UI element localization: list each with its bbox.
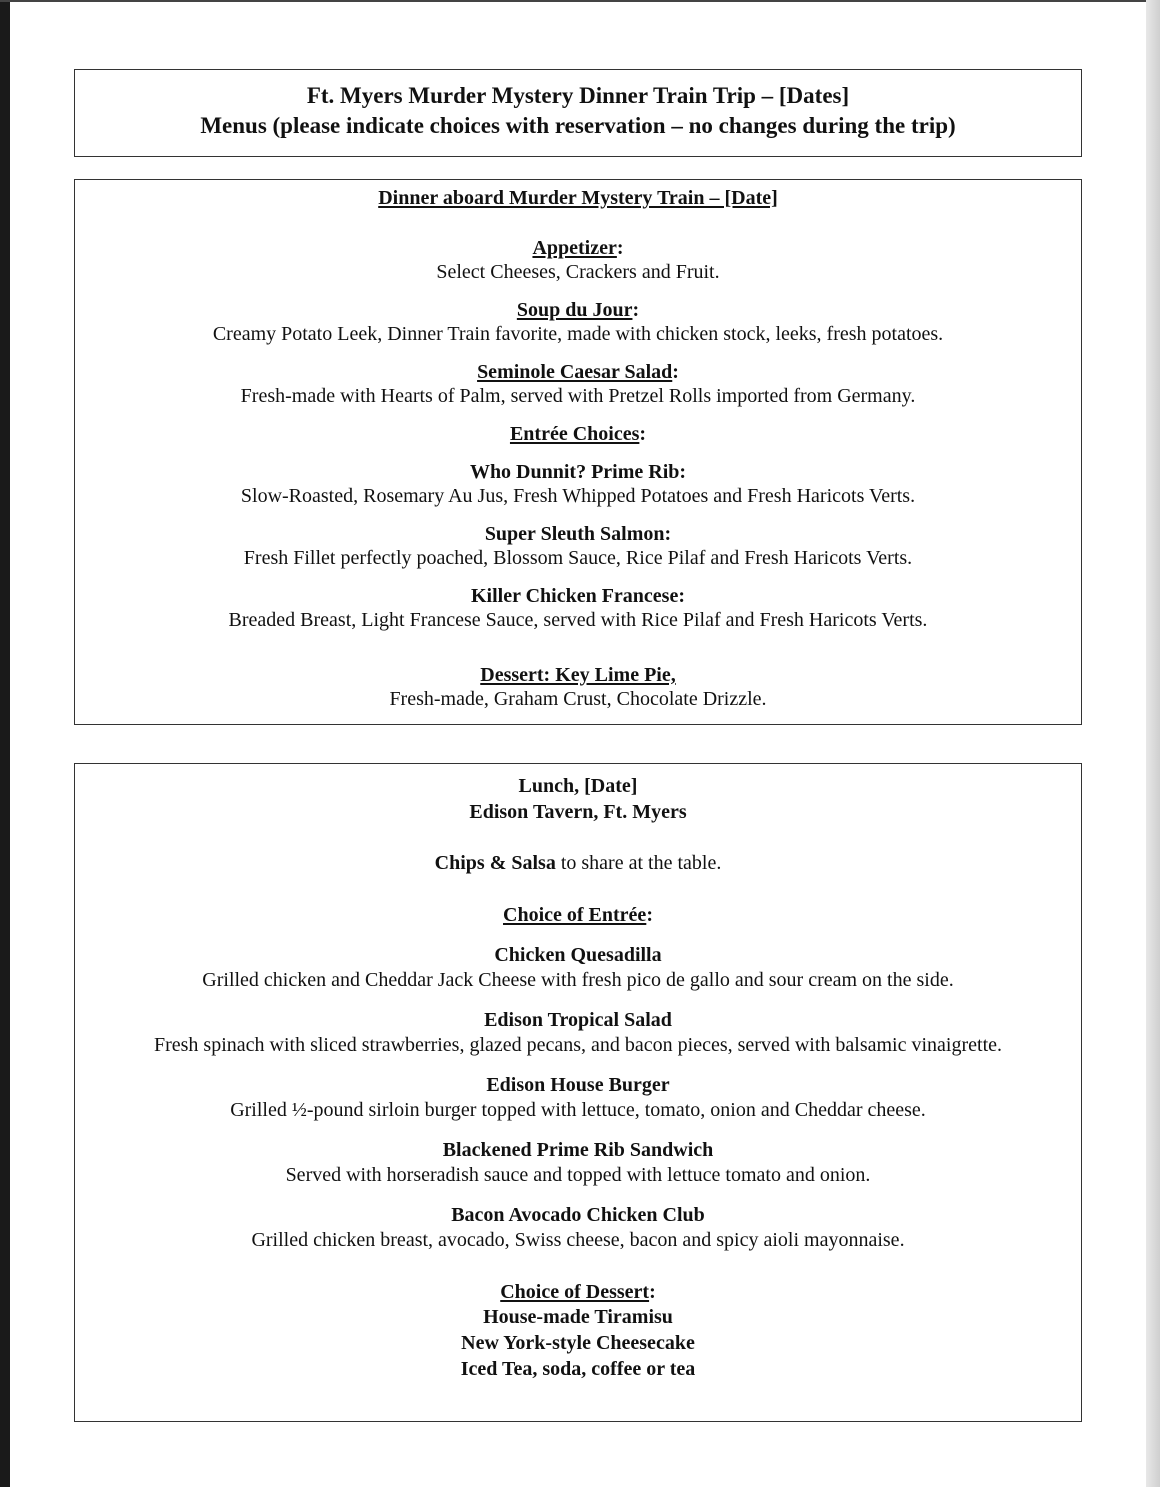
lunch-dessert-item: New York-style Cheesecake xyxy=(461,1332,695,1354)
chips-line xyxy=(75,851,1081,875)
soup-label: Soup du Jour xyxy=(516,299,633,321)
lunch-dessert-heading-label: Choice of Dessert xyxy=(500,1281,650,1303)
lunch-entree-desc: Fresh spinach with sliced strawberries, glazed pecans, and bacon pieces, served with balsamic vinaigrette. xyxy=(153,1034,1003,1056)
dinner-dessert-text: Fresh-made, Graham Crust, Chocolate Drizzle. xyxy=(389,688,767,710)
dinner-entree-name: Who Dunnit? Prime Rib: xyxy=(469,461,687,483)
lunch-entree-name: Edison House Burger xyxy=(486,1074,670,1096)
lunch-dessert-item: House-made Tiramisu xyxy=(483,1306,673,1328)
lunch-entree-name: Blackened Prime Rib Sandwich xyxy=(442,1139,714,1161)
soup-colon: : xyxy=(632,299,640,321)
soup-text: Creamy Potato Leek, Dinner Train favorite, made with chicken stock, leeks, fresh potatoes. xyxy=(212,323,944,345)
scan-edge-right xyxy=(1146,0,1160,1487)
lunch-entree-item xyxy=(75,1008,1081,1058)
appetizer-colon: : xyxy=(616,237,624,259)
lunch-menu-box xyxy=(74,763,1082,1422)
dinner-entree-desc: Breaded Breast, Light Francese Sauce, served with Rice Pilaf and Fresh Haricots Verts. xyxy=(228,609,928,631)
appetizer-text: Select Cheeses, Crackers and Fruit. xyxy=(436,261,720,283)
lunch-dessert-heading xyxy=(75,1280,1081,1304)
lunch-entree-desc: Grilled chicken breast, avocado, Swiss cheese, bacon and spicy aioli mayonnaise. xyxy=(251,1229,905,1251)
lunch-entree-desc: Grilled ½-pound sirloin burger topped with lettuce, tomato, onion and Cheddar cheese. xyxy=(230,1099,926,1121)
lunch-entree-desc: Served with horseradish sauce and topped with lettuce tomato and onion. xyxy=(285,1164,871,1186)
dinner-menu-box xyxy=(74,179,1082,725)
header-title: Ft. Myers Murder Mystery Dinner Train Trip – [Dates] xyxy=(306,83,850,108)
lunch-entree-name: Bacon Avocado Chicken Club xyxy=(451,1204,705,1226)
dinner-entree-desc: Slow-Roasted, Rosemary Au Jus, Fresh Whipped Potatoes and Fresh Haricots Verts. xyxy=(240,485,916,507)
appetizer-label: Appetizer xyxy=(532,237,617,259)
lunch-entree-heading-colon: : xyxy=(646,904,653,926)
salad-section xyxy=(75,360,1081,408)
dinner-entree-name: Super Sleuth Salmon: xyxy=(484,523,672,545)
soup-section xyxy=(75,298,1081,346)
lunch-entree-item xyxy=(75,943,1081,993)
chips-rest: to share at the table. xyxy=(555,852,722,874)
lunch-entree-desc: Grilled chicken and Cheddar Jack Cheese with fresh pico de gallo and sour cream on the side. xyxy=(202,969,954,991)
dinner-entree-heading-label: Entrée Choices xyxy=(509,423,640,445)
lunch-title: Lunch, [Date] xyxy=(518,775,638,797)
dinner-entree-name: Killer Chicken Francese: xyxy=(470,585,686,607)
scan-edge-left xyxy=(0,0,10,1487)
dinner-entree-heading xyxy=(75,422,1081,446)
dinner-title: Dinner aboard Murder Mystery Train – [Date] xyxy=(378,187,778,209)
lunch-entree-item xyxy=(75,1073,1081,1123)
lunch-entree-name: Chicken Quesadilla xyxy=(494,944,662,966)
dinner-dessert-label: Dessert: Key Lime Pie, xyxy=(480,664,676,686)
appetizer-section xyxy=(75,236,1081,284)
lunch-dessert-item: Iced Tea, soda, coffee or tea xyxy=(460,1358,696,1380)
scan-edge-top xyxy=(0,0,1160,2)
lunch-entree-item xyxy=(75,1138,1081,1188)
salad-colon: : xyxy=(672,361,679,383)
dinner-dessert-section xyxy=(75,663,1081,711)
header-subtitle: Menus (please indicate choices with reservation – no changes during the trip) xyxy=(200,113,956,138)
lunch-dessert-heading-colon: : xyxy=(649,1281,656,1303)
lunch-entree-heading xyxy=(75,903,1081,927)
salad-label: Seminole Caesar Salad xyxy=(477,361,673,383)
header-box xyxy=(74,69,1082,157)
dinner-entree-item xyxy=(75,522,1081,570)
lunch-entree-heading-label: Choice of Entrée xyxy=(503,904,647,926)
lunch-venue: Edison Tavern, Ft. Myers xyxy=(469,801,687,823)
salad-text: Fresh-made with Hearts of Palm, served with Pretzel Rolls imported from Germany. xyxy=(240,385,916,407)
lunch-entree-item xyxy=(75,1203,1081,1253)
dinner-entree-item xyxy=(75,584,1081,632)
lunch-entree-name: Edison Tropical Salad xyxy=(484,1009,672,1031)
dinner-entree-desc: Fresh Fillet perfectly poached, Blossom Sauce, Rice Pilaf and Fresh Haricots Verts. xyxy=(243,547,913,569)
chips-bold: Chips & Salsa xyxy=(434,852,556,874)
dinner-entree-heading-colon: : xyxy=(639,423,647,445)
dinner-entree-item xyxy=(75,460,1081,508)
